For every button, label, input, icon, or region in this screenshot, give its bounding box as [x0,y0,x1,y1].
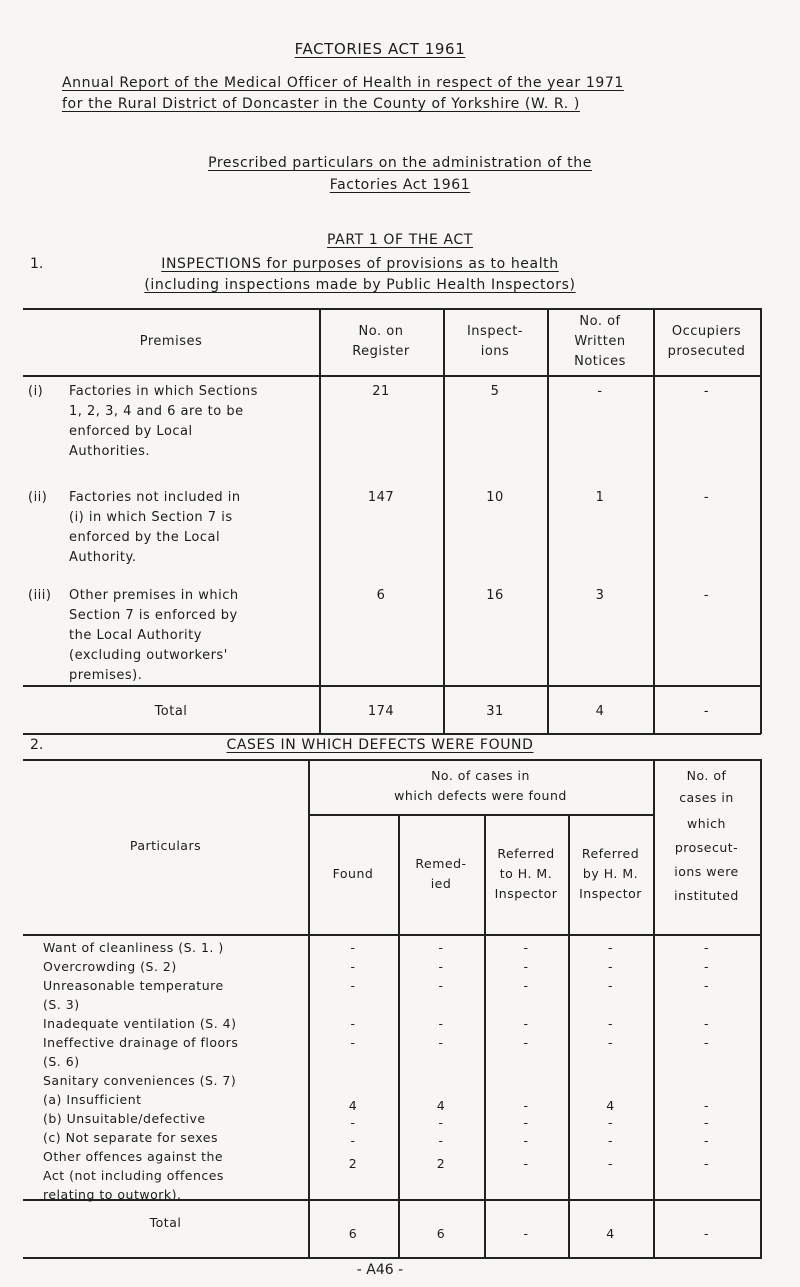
table-rule [308,814,653,816]
col-notices-2: Written [574,334,626,349]
defects-table [23,759,761,1259]
row-text: (c) Not separate for sexes [43,1130,218,1145]
cell-notices: 3 [595,588,605,603]
row-text: (b) Unsuitable/defective [43,1111,206,1126]
col-pros-6: instituted [674,888,739,903]
col-found: Found [332,866,374,881]
row-text: (i) in which Section 7 is [69,510,233,525]
row-text: Act (not including offences [43,1168,224,1183]
table-rule [443,308,445,734]
cell-ref-to: - [523,1098,529,1113]
cell-found: - [350,1133,356,1148]
table-rule [653,308,655,734]
cell-prosecutions: - [703,1035,709,1050]
col-prosecuted-2: prosecuted [667,344,746,359]
section-1-title-line-2: (including inspections made by Public Health Inspectors) [144,277,576,293]
section-2-number: 2. [30,737,44,753]
table-rule [23,308,761,310]
cell-prosecutions: - [703,1156,709,1171]
row-text: enforced by Local [69,424,193,439]
cell-remedied: - [438,978,444,993]
col-inspections-2: ions [480,344,510,359]
row-label: (ii) [28,490,48,505]
total-label: Total [149,1215,182,1230]
row-text: Factories not included in [69,490,241,505]
cell-remedied: - [438,1133,444,1148]
col-premises: Premises [139,334,203,349]
col-ref-to-3: Inspector [494,886,558,901]
total-prosecutions: - [703,1226,709,1241]
cell-remedied: 2 [436,1156,446,1171]
total-register: 174 [367,704,395,719]
col-ref-to-1: Referred [497,846,555,861]
col-group-1: No. of cases in [431,768,530,783]
cell-ref-to: - [523,940,529,955]
cell-ref-by: - [607,1016,613,1031]
cell-remedied: - [438,959,444,974]
row-text: (excluding outworkers' [69,648,228,663]
table-rule [23,375,761,377]
total-ref-by: 4 [606,1226,615,1241]
table-rule [23,759,761,761]
cell-register: 6 [376,588,386,603]
col-prosecuted-1: Occupiers [671,324,742,339]
report-line-2: for the Rural District of Doncaster in the County of Yorkshire (W. R. ) [62,96,580,112]
table-rule [23,733,761,735]
cell-prosecutions: - [703,940,709,955]
cell-remedied: 4 [436,1098,446,1113]
col-register-2: Register [352,344,410,359]
cell-ref-by: - [607,1035,613,1050]
row-text: Want of cleanliness (S. 1. ) [43,940,224,955]
row-text: Overcrowding (S. 2) [43,959,177,974]
col-ref-by-2: by H. M. [582,866,639,881]
row-text: relating to outwork). [43,1187,182,1202]
cell-register: 21 [372,384,390,399]
section-1-title-line-1: INSPECTIONS for purposes of provisions as to health [161,256,559,272]
row-text: Section 7 is enforced by [69,608,238,623]
cell-remedied: - [438,1115,444,1130]
col-remedied-2: ied [430,876,452,891]
table-rule [319,308,321,734]
cell-found: 2 [348,1156,358,1171]
cell-ref-to: - [523,1115,529,1130]
row-text: Factories in which Sections [69,384,258,399]
col-register-1: No. on [358,324,404,339]
row-text: (a) Insufficient [43,1092,142,1107]
col-notices-1: No. of [579,314,621,329]
row-text: Authorities. [69,444,150,459]
col-pros-4: prosecut- [674,840,739,855]
col-group-2: which defects were found [394,788,567,803]
cell-ref-by: - [607,940,613,955]
table-rule [653,759,655,1259]
row-text: Authority. [69,550,137,565]
cell-found: - [350,978,356,993]
section-1-number: 1. [30,256,44,272]
cell-notices: - [597,384,603,399]
cell-prosecutions: - [703,1016,709,1031]
cell-ref-by: - [607,1133,613,1148]
cell-ref-to: - [523,959,529,974]
row-text: the Local Authority [69,628,202,643]
cell-remedied: - [438,1016,444,1031]
total-remedied: 6 [436,1226,446,1241]
cell-ref-by: 4 [606,1098,615,1113]
cell-register: 147 [367,490,395,505]
cell-remedied: - [438,1035,444,1050]
prescribed-line-1: Prescribed particulars on the administration of the [208,155,592,171]
cell-found: - [350,940,356,955]
row-text: Inadequate ventilation (S. 4) [43,1016,237,1031]
total-inspections: 31 [486,704,504,719]
cell-inspections: 16 [486,588,504,603]
total-ref-to: - [523,1226,529,1241]
col-ref-by-3: Inspector [579,886,642,901]
cell-notices: 1 [595,490,605,505]
cell-prosecutions: - [703,959,709,974]
row-text: (S. 6) [43,1054,80,1069]
cell-found: 4 [348,1098,358,1113]
col-ref-to-2: to H. M. [499,866,553,881]
row-text: enforced by the Local [69,530,221,545]
act-title: FACTORIES ACT 1961 [294,40,466,58]
cell-remedied: - [438,940,444,955]
cell-found: - [350,959,356,974]
cell-ref-by: - [607,1115,613,1130]
cell-prosecutions: - [703,1115,709,1130]
col-ref-by-1: Referred [581,846,640,861]
row-text: premises). [69,668,143,683]
cell-found: - [350,1016,356,1031]
col-remedied-1: Remed- [415,856,467,871]
col-pros-2: cases in [679,790,734,805]
col-notices-3: Notices [574,354,626,369]
table-rule [308,759,310,1259]
total-prosecuted: - [703,704,710,719]
col-particulars: Particulars [129,838,202,853]
cell-ref-to: - [523,978,529,993]
report-line-1: Annual Report of the Medical Officer of Health in respect of the year 1971 [62,75,624,91]
cell-found: - [350,1035,356,1050]
cell-ref-by: - [607,959,613,974]
total-label: Total [154,704,188,719]
cell-ref-by: - [607,1156,613,1171]
cell-inspections: 5 [490,384,500,399]
col-inspections-1: Inspect- [466,324,524,339]
cell-prosecutions: - [703,1133,709,1148]
table-rule [760,759,762,1259]
total-found: 6 [348,1226,358,1241]
cell-prosecutions: - [703,1098,709,1113]
total-notices: 4 [595,704,605,719]
row-text: (S. 3) [43,997,80,1012]
prescribed-line-2: Factories Act 1961 [329,177,471,193]
row-text: Unreasonable temperature [43,978,224,993]
row-label: (iii) [28,588,52,603]
section-2-title: CASES IN WHICH DEFECTS WERE FOUND [226,737,534,753]
row-text: Ineffective drainage of floors [43,1035,239,1050]
row-text: 1, 2, 3, 4 and 6 are to be [69,404,244,419]
col-pros-5: ions were [674,864,739,879]
row-text: Other premises in which [69,588,239,603]
table-rule [23,1257,761,1259]
table-rule [760,308,762,734]
row-label: (i) [28,384,44,399]
cell-inspections: 10 [486,490,504,505]
cell-prosecutions: - [703,978,709,993]
cell-prosecuted: - [703,384,710,399]
row-text: Other offences against the [43,1149,224,1164]
cell-found: - [350,1115,356,1130]
cell-ref-to: - [523,1133,529,1148]
cell-ref-to: - [523,1035,529,1050]
cell-ref-to: - [523,1016,529,1031]
cell-prosecuted: - [703,588,710,603]
page-number: - A46 - [356,1262,404,1278]
cell-ref-to: - [523,1156,529,1171]
inspections-table [23,308,761,734]
col-pros-1: No. of [686,768,727,783]
row-text: Sanitary conveniences (S. 7) [43,1073,237,1088]
part-title: PART 1 OF THE ACT [327,232,473,248]
table-rule [23,934,761,936]
cell-ref-by: - [607,978,613,993]
cell-prosecuted: - [703,490,710,505]
col-pros-3: which [687,816,726,831]
